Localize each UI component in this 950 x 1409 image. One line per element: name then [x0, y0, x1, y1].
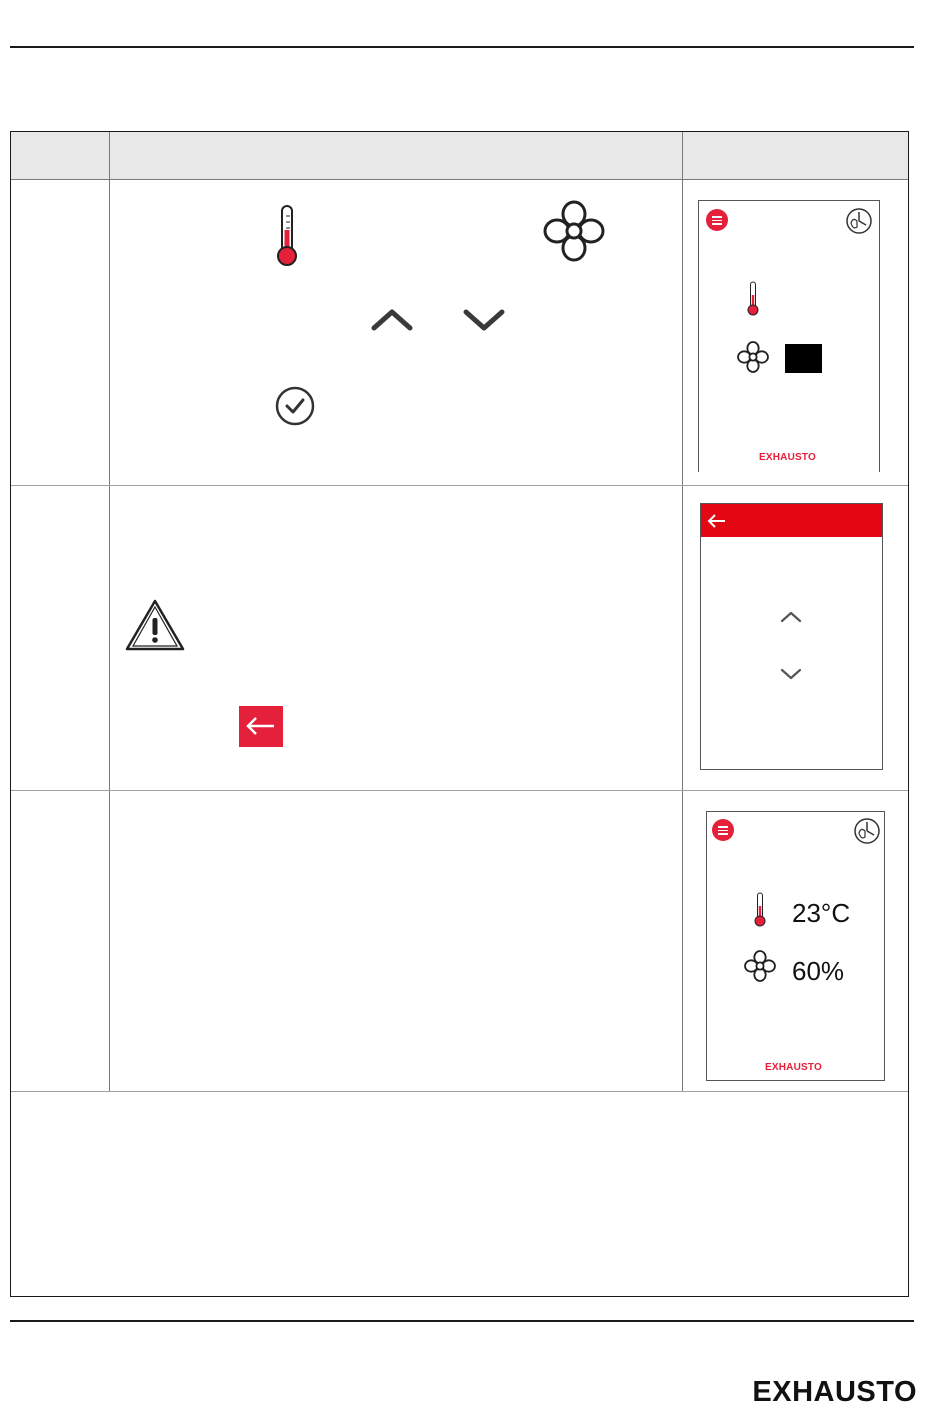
row-divider-1 [11, 485, 908, 486]
controller-screen-3 [706, 811, 885, 1081]
chevron-down-icon[interactable] [780, 667, 802, 681]
thermometer-icon [746, 281, 760, 317]
temperature-value: 23°C [792, 898, 851, 928]
warning-icon [124, 598, 186, 652]
controller-screen-2 [700, 503, 883, 770]
back-arrow-icon[interactable] [706, 511, 728, 531]
exhausto-logo: EXHAUSTO [752, 1376, 917, 1408]
brand-label: EXHAUSTO [759, 452, 816, 463]
column-divider-2 [682, 132, 683, 1091]
column-divider-1 [109, 132, 110, 1091]
chevron-up-icon [370, 306, 414, 332]
brand-label: EXHAUSTO [765, 1062, 822, 1073]
fan-icon [737, 341, 769, 373]
back-arrow-icon [239, 706, 283, 747]
row-divider-2 [11, 790, 908, 791]
header-bar [701, 504, 882, 537]
back-arrow-button [239, 706, 283, 747]
controller-screen-1 [698, 200, 880, 472]
checkmark-circle-icon [274, 385, 316, 427]
clock-hand-icon[interactable] [845, 207, 873, 235]
selected-value-box[interactable] [785, 344, 822, 373]
clock-hand-icon[interactable] [853, 817, 881, 845]
chevron-up-icon[interactable] [780, 610, 802, 624]
table-header [11, 132, 908, 180]
menu-icon[interactable] [706, 209, 728, 231]
thermometer-icon [753, 892, 767, 928]
row-divider-3 [11, 1091, 908, 1092]
thermometer-icon [272, 204, 302, 268]
bottom-rule [10, 1320, 914, 1322]
fan-icon [543, 200, 605, 262]
menu-icon[interactable] [712, 819, 734, 841]
top-rule [10, 46, 914, 48]
chevron-down-icon [462, 306, 506, 332]
fan-speed-value: 60% [792, 956, 845, 986]
fan-icon [744, 950, 776, 982]
